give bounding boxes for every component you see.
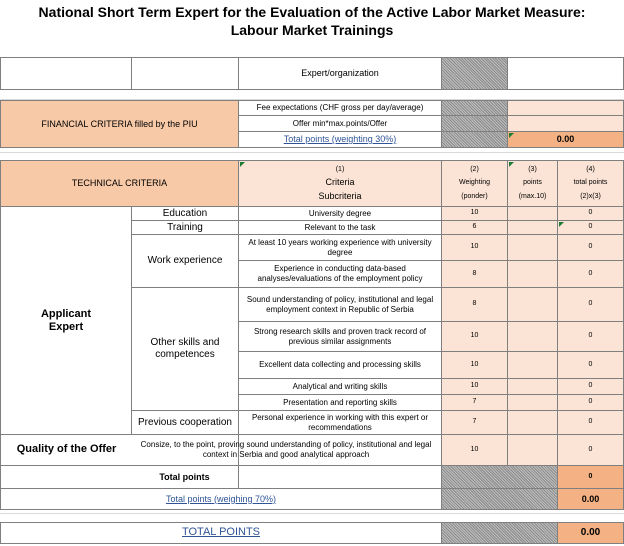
blank-cell[interactable] (0, 57, 132, 90)
technical-criteria-label: TECHNICAL CRITERIA (0, 160, 239, 207)
category-previous-cooperation: Previous cooperation (131, 410, 239, 435)
category-other-skills-text: Other skills and competences (150, 337, 220, 360)
col-criteria-header (238, 160, 442, 207)
col-total-title: total points (573, 179, 608, 187)
criterion-quality-offer: Consize, to the point, proving sound understanding of policy, institutional and legal context in Serbia and good analytical approach (131, 434, 442, 466)
col-points-num: (3) (528, 165, 537, 173)
weight-cell: 8 (441, 260, 508, 288)
expert-organization-label: Expert/organization (238, 57, 442, 90)
category-other-skills (131, 287, 239, 411)
total-cell: 0 (557, 378, 624, 395)
weight-cell: 10 (441, 351, 508, 379)
col-subcriteria-title: Subcriteria (318, 190, 362, 201)
points-input[interactable] (507, 410, 558, 435)
col-total-header (557, 160, 624, 207)
sheet-gridline (0, 152, 624, 153)
criterion-presentation: Presentation and reporting skills (238, 394, 442, 411)
hatched-cell (441, 131, 508, 148)
grand-total-label-cell (0, 522, 442, 544)
hatched-cell (441, 465, 558, 489)
points-input[interactable] (507, 434, 558, 466)
comment-marker-icon (509, 162, 514, 167)
criterion-relevant-task: Relevant to the task (238, 220, 442, 235)
total-cell: 0 (557, 434, 624, 466)
points-input[interactable] (507, 351, 558, 379)
weight-cell: 7 (441, 410, 508, 435)
criterion-data-analyses: Experience in conducting data-based analyses/evaluations of the employment policy (238, 260, 442, 288)
applicant-expert-text: Applicant Expert (40, 307, 92, 333)
criterion-ten-years-experience: At least 10 years working experience with university degree (238, 234, 442, 261)
weight-cell: 10 (441, 378, 508, 395)
category-education: Education (131, 206, 239, 221)
points-input[interactable] (507, 378, 558, 395)
weighted70-label-cell (0, 488, 442, 510)
total-cell: 0 (557, 394, 624, 411)
points-input[interactable] (507, 206, 558, 221)
points-input[interactable] (507, 394, 558, 411)
criterion-research-skills: Strong research skills and proven track record of previous similar assignments (238, 321, 442, 352)
criterion-personal-experience: Personal experience in working with this expert or recommendations (238, 410, 442, 435)
quality-offer-label: Quality of the Offer (16, 443, 117, 456)
weight-cell: 10 (441, 206, 508, 221)
col-points-header (507, 160, 558, 207)
hatched-cell (441, 57, 508, 90)
criterion-university-degree: University degree (238, 206, 442, 221)
total-cell: 0 (557, 260, 624, 288)
points-input[interactable] (507, 260, 558, 288)
weighted70-label[interactable]: Total points (weighing 70%) (165, 493, 277, 504)
total-cell: 0 (557, 234, 624, 261)
blank-cell[interactable] (131, 57, 239, 90)
total-points-value: 0 (557, 465, 624, 489)
category-training: Training (131, 220, 239, 235)
total-cell: 0 (557, 220, 624, 235)
criterion-analytical-writing: Analytical and writing skills (238, 378, 442, 395)
hatched-cell (441, 522, 558, 544)
sheet-gridline (0, 513, 624, 514)
points-input[interactable] (507, 234, 558, 261)
hatched-cell (441, 488, 558, 510)
fee-expectations-input[interactable] (507, 100, 624, 116)
category-work-experience: Work experience (131, 234, 239, 288)
criterion-data-collecting: Excellent data collecting and processing skills (238, 351, 442, 379)
col-total-sub: (2)x(3) (580, 192, 601, 200)
weight-cell: 8 (441, 287, 508, 322)
applicant-expert-label (0, 206, 132, 435)
financial-total-label[interactable]: Total points (weighting 30%) (283, 134, 397, 145)
comment-marker-icon (240, 162, 245, 167)
total-cell: 0 (557, 321, 624, 352)
total-cell: 0 (557, 206, 624, 221)
comment-marker-icon (509, 133, 514, 138)
financial-total-value: 0.00 (507, 131, 624, 148)
financial-criteria-label: FINANCIAL CRITERIA filled by the PIU (0, 100, 239, 148)
points-input[interactable] (507, 321, 558, 352)
expert-organization-value[interactable] (507, 57, 624, 90)
weight-cell: 10 (441, 434, 508, 466)
page-title: National Short Term Expert for the Evaluation of the Active Labor Market Measure: (38, 4, 586, 20)
col-weighting-num: (2) (470, 165, 479, 173)
weight-cell: 10 (441, 234, 508, 261)
hatched-cell (441, 115, 508, 132)
col-criteria-num: (1) (335, 165, 345, 173)
total-cell: 0 (557, 410, 624, 435)
col-weighting-sub: (ponder) (461, 192, 488, 200)
offer-points-cell[interactable] (507, 115, 624, 132)
points-input[interactable] (507, 287, 558, 322)
page-subtitle: Labour Market Trainings (230, 22, 394, 38)
col-criteria-title: Criteria (325, 176, 355, 187)
col-points-title: points (523, 179, 542, 187)
total-cell: 0 (557, 287, 624, 322)
col-total-num: (4) (586, 165, 595, 173)
weighted70-value: 0.00 (557, 488, 624, 510)
weight-cell: 6 (441, 220, 508, 235)
weight-cell: 10 (441, 321, 508, 352)
total-points-label: Total points (131, 465, 239, 489)
col-weighting-title: Weighting (458, 179, 490, 187)
criterion-policy-understanding: Sound understanding of policy, institutional and legal employment context in Republic of Serbia (238, 287, 442, 322)
grand-total-value: 0.00 (557, 522, 624, 544)
hatched-cell (441, 100, 508, 116)
offer-formula-label: Offer min*max.points/Offer (238, 115, 442, 132)
grand-total-label[interactable]: TOTAL POINTS (181, 526, 261, 539)
weight-cell: 7 (441, 394, 508, 411)
comment-marker-icon (559, 222, 564, 227)
col-points-sub: (max.10) (518, 192, 547, 200)
col-weighting-header (441, 160, 508, 207)
points-input[interactable] (507, 220, 558, 235)
fee-expectations-label: Fee expectations (CHF gross per day/average) (238, 100, 442, 116)
blank-cell (238, 465, 442, 489)
total-cell: 0 (557, 351, 624, 379)
financial-total-label-cell (238, 131, 442, 148)
